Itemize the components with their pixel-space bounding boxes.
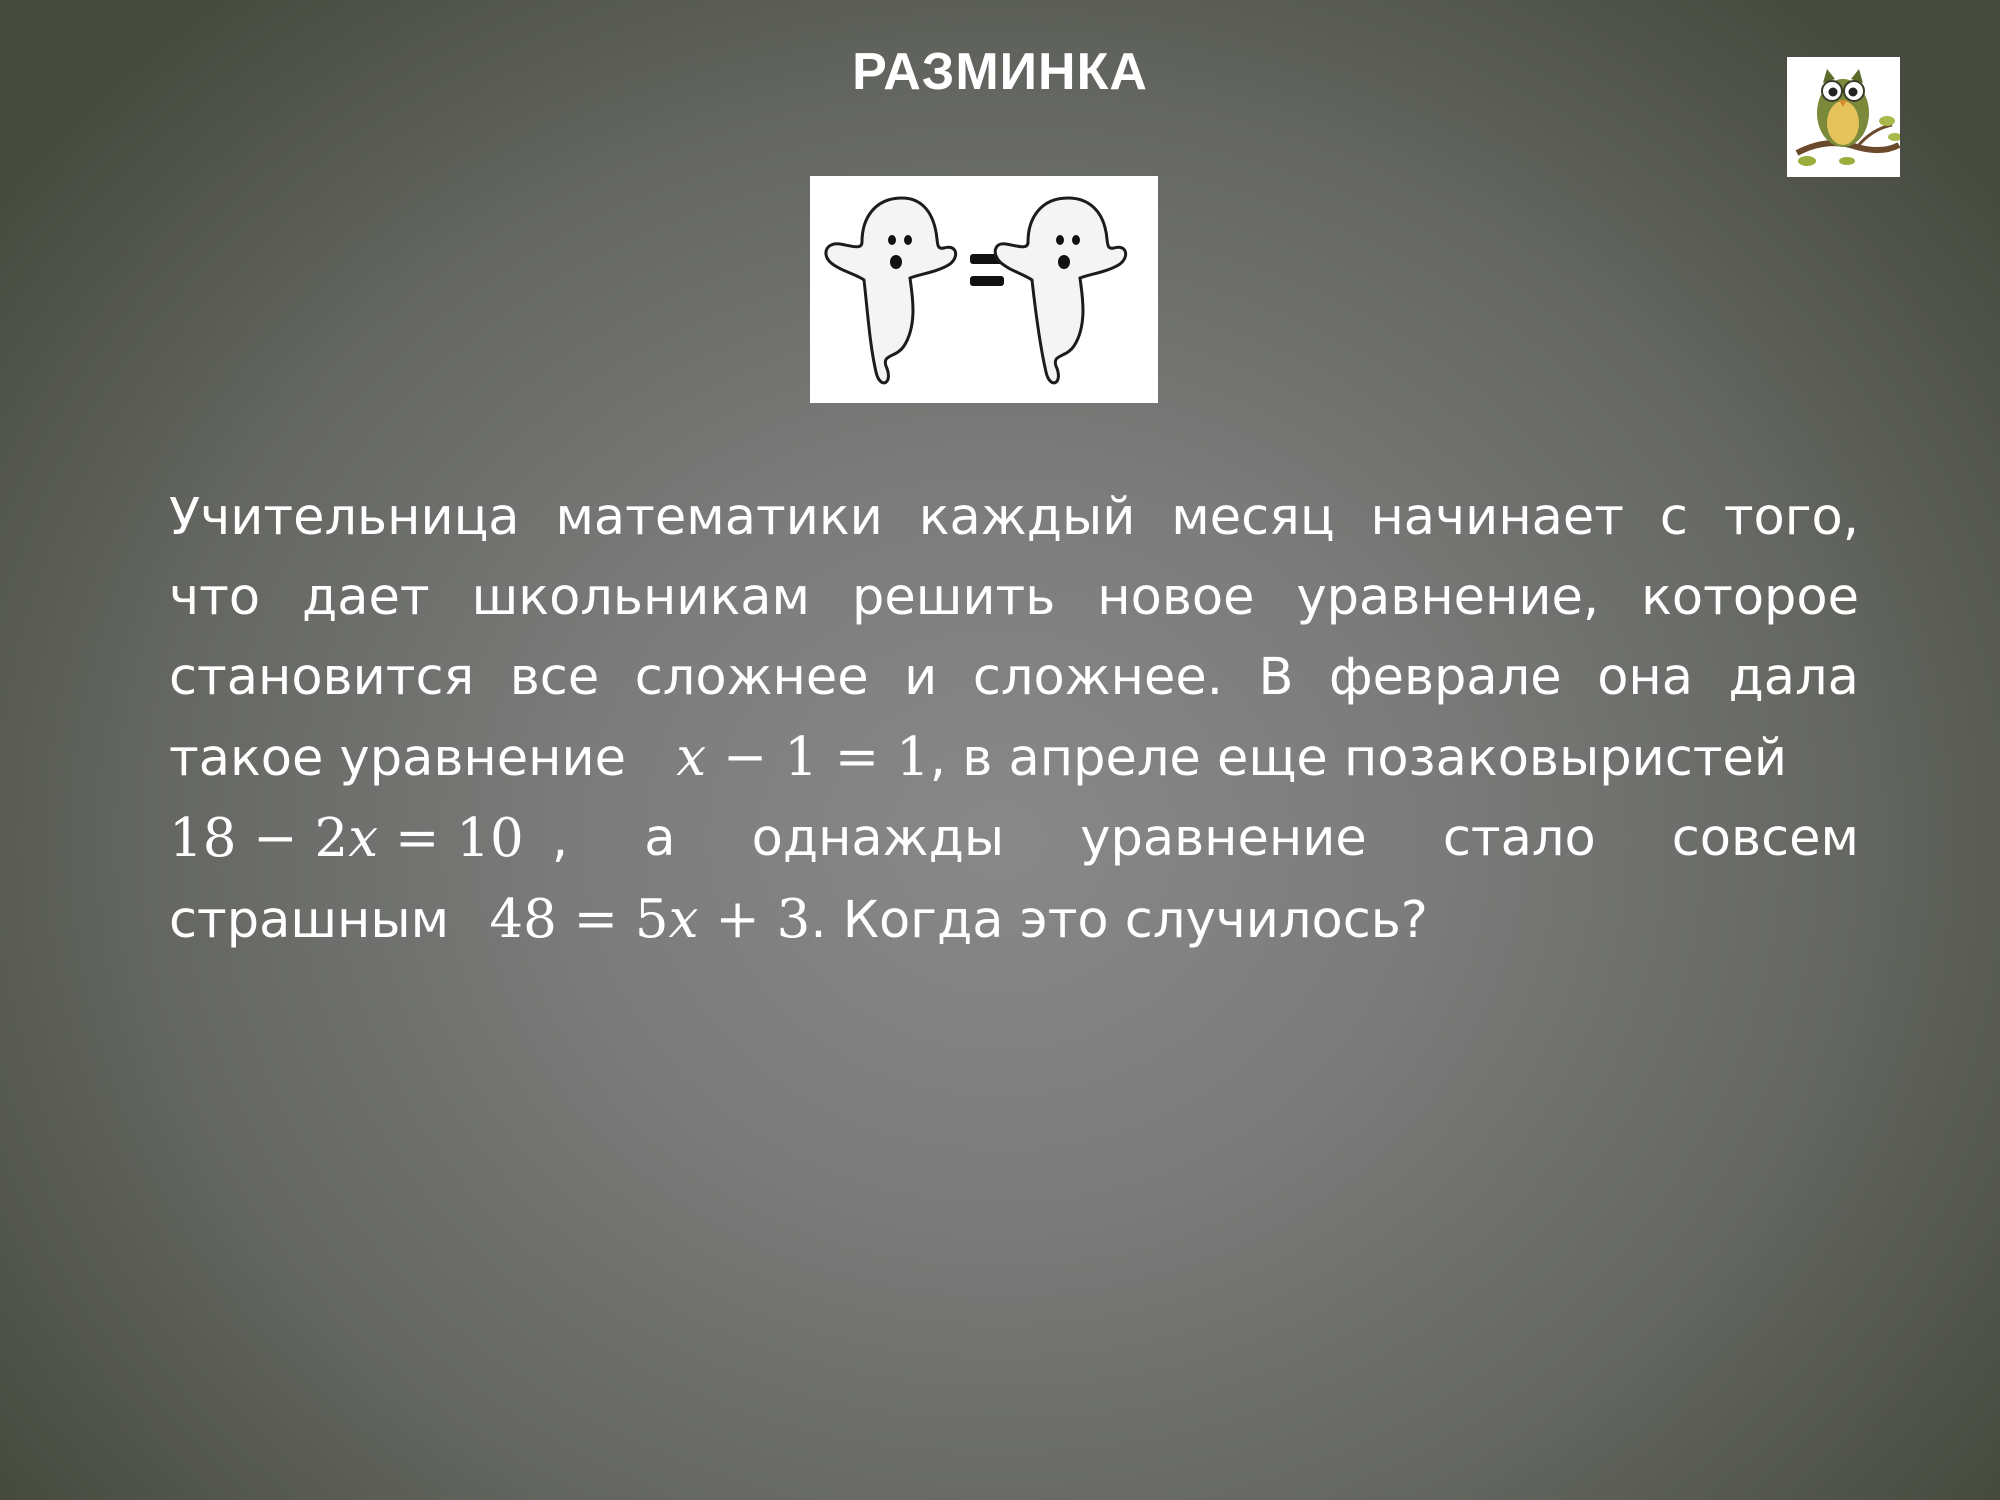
comma: , <box>551 810 569 869</box>
word: совсем <box>1671 809 1859 868</box>
equation-february <box>676 727 930 788</box>
word: каждый <box>918 488 1136 547</box>
ghost-icon-left <box>826 198 956 383</box>
word: месяц <box>1171 488 1335 547</box>
equation-rest: − 1 = 1 <box>706 727 930 788</box>
word: она <box>1597 648 1693 707</box>
text-before-equation: страшным <box>169 891 450 950</box>
word: с <box>1659 488 1688 547</box>
word: дала <box>1728 648 1859 707</box>
ghost-equals-ghost-picture <box>810 176 1158 403</box>
problem-line-4 <box>169 718 1859 799</box>
word: решить <box>851 568 1056 627</box>
word: что <box>169 568 261 627</box>
word: того, <box>1723 488 1859 547</box>
equation-april <box>169 808 524 869</box>
problem-line-1 <box>169 478 1859 558</box>
equation-variable: x <box>348 808 379 869</box>
problem-line-2 <box>169 558 1859 638</box>
word: стало <box>1442 809 1596 868</box>
word: однажды <box>751 809 1005 868</box>
problem-line-5 <box>169 799 1859 880</box>
equation-variable: x <box>676 727 707 788</box>
problem-line-3 <box>169 638 1859 718</box>
equation-right: = 10 <box>378 808 524 869</box>
slide-title: РАЗМИНКА <box>852 43 1148 101</box>
word: и <box>904 648 938 707</box>
ghost-icon-right <box>995 198 1125 383</box>
word: а <box>644 809 676 868</box>
problem-text <box>169 478 1859 961</box>
word: новое <box>1097 568 1255 627</box>
question-text: . Когда это случилось? <box>810 891 1428 950</box>
word: уравнение <box>1080 809 1367 868</box>
word: сложнее. <box>972 648 1223 707</box>
word: уравнение, <box>1296 568 1600 627</box>
word: математики <box>555 488 883 547</box>
word: Учительница <box>169 488 520 547</box>
equation-scary <box>489 889 810 950</box>
equation-variable: x <box>668 889 699 950</box>
word: школьникам <box>471 568 810 627</box>
text-after-equation: , в апреле еще позаковыристей <box>929 729 1788 788</box>
word: становится <box>169 648 475 707</box>
word: все <box>509 648 600 707</box>
word: дает <box>302 568 430 627</box>
word: феврале <box>1329 648 1562 707</box>
word: начинает <box>1370 488 1625 547</box>
equation-left: 18 − 2 <box>169 808 349 869</box>
equation-right: + 3 <box>698 889 811 950</box>
problem-line-6 <box>169 880 1859 961</box>
word: В <box>1258 648 1294 707</box>
equation-left: 48 = 5 <box>489 889 669 950</box>
text-before-equation: такое уравнение <box>169 729 627 788</box>
owl-logo <box>1787 57 1900 177</box>
word: которое <box>1641 568 1859 627</box>
word: сложнее <box>634 648 869 707</box>
